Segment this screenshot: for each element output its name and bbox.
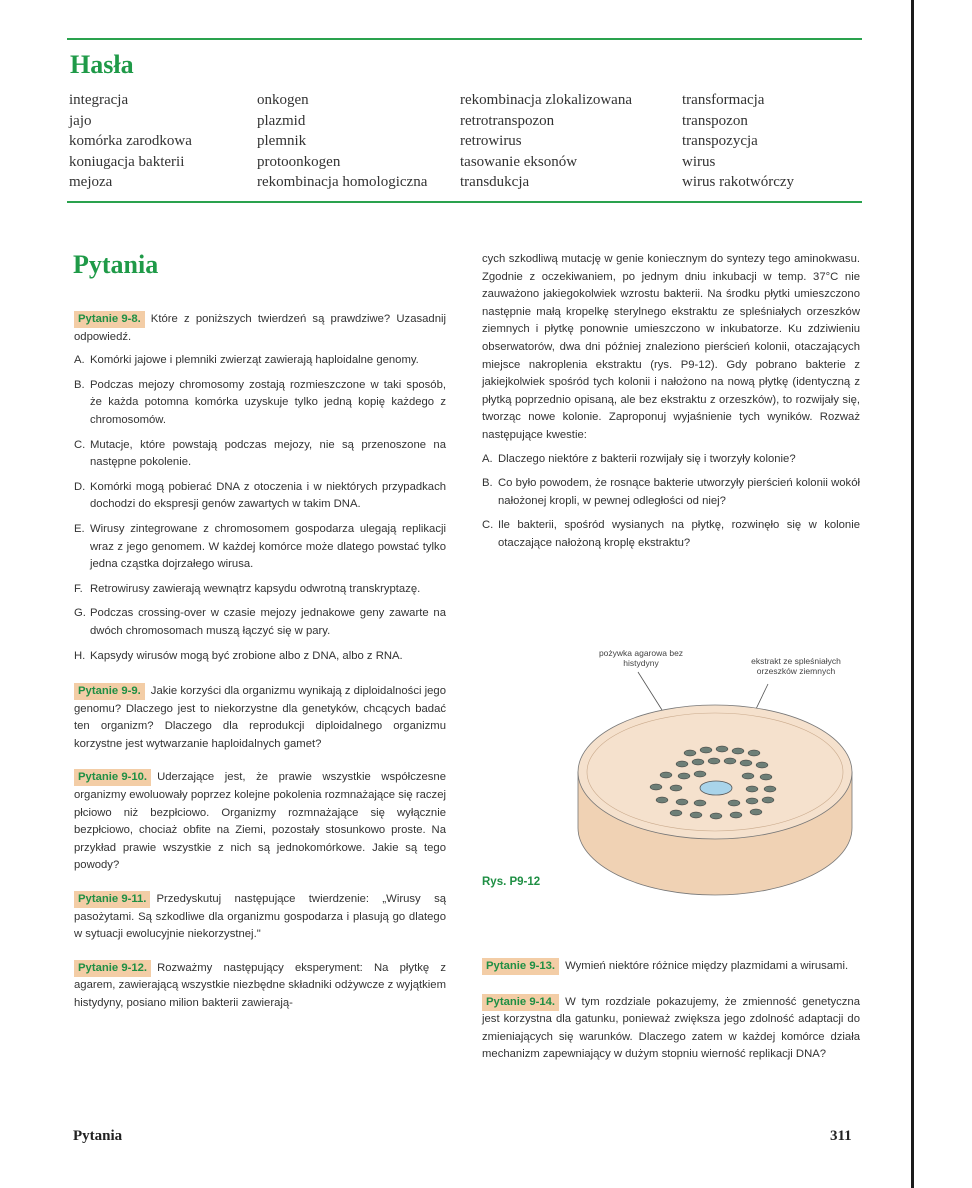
extract-drop <box>700 781 732 795</box>
colony <box>656 797 668 803</box>
colony <box>660 772 672 778</box>
keyword: transpozycja <box>682 133 758 150</box>
extract-label: ekstrakt ze spleśniałych orzeszków ziemnych <box>751 656 841 676</box>
question-label: Pytanie 9-12. <box>74 960 151 977</box>
answer-item: E. Wirusy zintegrowane z chromosomem gospodarza ulegają replikacji wraz z jego genomem. W każdej komórce może dlatego powstać tylko jedna cząstka dojrzałego wirusa. <box>74 522 446 571</box>
colony <box>670 785 682 791</box>
question-label: Pytanie 9-11. <box>74 891 150 908</box>
colony <box>730 812 742 818</box>
answer-item: B. Co było powodem, że rosnące bakterie utworzyły pierścień kolonii wokół nałożonej kropli, w pewnej odległości od niej? <box>482 477 860 507</box>
keyword: transformacja <box>682 92 765 108</box>
keyword: wirus rakotwórczy <box>682 174 795 191</box>
keyword: wirus <box>682 153 716 170</box>
right-column-lower <box>482 958 860 1064</box>
keyword: jajo <box>69 112 92 129</box>
keyword: transdukcja <box>460 174 530 191</box>
keyword: plemnik <box>257 133 307 150</box>
colony <box>670 810 682 816</box>
answer-item: D. Komórki mogą pobierać DNA z otoczenia i w niektórych przypadkach dochodzi do ekspresji genów zawartych w takim DNA. <box>74 480 446 511</box>
colony <box>716 746 728 752</box>
answer-item: C. Mutacje, które powstają podczas mejozy, nie są przenoszone na następne pokolenie. <box>74 438 446 469</box>
colony <box>684 750 696 756</box>
answer-item: A. Komórki jajowe i plemniki zwierząt zawierają haploidalne genomy. <box>74 354 419 367</box>
question-text: Rozważmy następujący eksperyment: Na płytkę z agarem, zawierającą wszystkie niezbędne składniki odżywcze z wyjątkiem histydyny, posiano milion bakterii zawierają- <box>74 961 446 1009</box>
keyword: integracja <box>69 92 129 108</box>
colony <box>760 774 772 780</box>
colony <box>676 761 688 767</box>
colony <box>694 771 706 777</box>
keywords-heading: Hasła <box>70 50 134 79</box>
keyword: rekombinacja homologiczna <box>257 174 428 191</box>
colony <box>710 813 722 819</box>
page-number: 311 <box>830 1128 852 1144</box>
keyword: plazmid <box>257 112 306 129</box>
petri-dish-svg <box>486 640 886 900</box>
colony <box>650 784 662 790</box>
keyword: onkogen <box>257 92 309 108</box>
keyword: tasowanie eksonów <box>460 153 578 170</box>
figure-caption: Rys. P9-12 <box>482 876 541 888</box>
question-9-12 <box>74 960 446 1013</box>
colony <box>724 758 736 764</box>
questions-heading: Pytania <box>73 250 159 279</box>
colony <box>708 758 720 764</box>
colony <box>700 747 712 753</box>
agar-label: pożywka agarowa bez histydyny <box>598 648 684 668</box>
answer-item: F. Retrowirusy zawierają wewnątrz kapsydu odwrotną transkryptazę. <box>74 582 421 595</box>
colony <box>732 748 744 754</box>
answer-list <box>74 352 446 665</box>
answer-item: H. Kapsydy wirusów mogą być zrobione albo z DNA, albo z RNA. <box>74 649 403 662</box>
colony <box>728 800 740 806</box>
question-label: Pytanie 9-14. <box>482 994 559 1011</box>
section-rule <box>67 201 862 203</box>
petri-dish-figure <box>486 640 886 900</box>
question-label: Pytanie 9-10. <box>74 769 151 786</box>
colony <box>676 799 688 805</box>
question-text: Uderzające jest, że prawie wszystkie współczesne organizmy ewoluowały poprzez kolejne pokolenia rozmnażające się raczej płciowo niż bezpłciowo. Organizmy rozmnażające się wyłącznie bezpłciowo, chociaż obfite na Ziemi, pozostały stosunkowo proste. Na przykład prawie wszystkie z nich są jednokomórkowe. Jakie są tego powody? <box>74 771 446 872</box>
colony <box>748 750 760 756</box>
keyword: transpozon <box>682 112 748 129</box>
page-edge <box>911 0 914 1188</box>
question-text: Które z poniższych twierdzeń są prawdziwe? Uzasadnij odpowiedź. <box>74 313 446 343</box>
keywords-column-3 <box>460 90 632 193</box>
question-9-11 <box>74 891 446 944</box>
keyword: protoonkogen <box>257 153 341 170</box>
keyword: retrotranspozon <box>460 112 555 129</box>
colony <box>762 797 774 803</box>
keyword: komórka zarodkowa <box>69 133 192 150</box>
colony <box>694 800 706 806</box>
question-label: Pytanie 9-8. <box>74 311 145 328</box>
colony <box>764 786 776 792</box>
question-9-13 <box>482 958 860 976</box>
answer-item: G. Podczas crossing-over w czasie mejozy jednakowe geny zawarte na dwóch chromosomach muszą łączyć się w pary. <box>74 607 446 637</box>
top-rule <box>67 38 862 40</box>
left-column <box>74 311 446 1013</box>
question-text: Wymień niektóre różnice między plazmidami a wirusami. <box>565 960 849 972</box>
keywords-column-2 <box>257 90 427 193</box>
colony <box>746 798 758 804</box>
question-9-9 <box>74 683 446 753</box>
keywords-column-4 <box>682 90 794 193</box>
question-label: Pytanie 9-9. <box>74 683 145 700</box>
footer-section-title: Pytania <box>73 1128 123 1144</box>
question-text: Przedyskutuj następujące twierdzenie: „Wirusy są pasożytami. Są szkodliwe dla organizmu gospodarza i plasują go dlatego w sytuacji ewolucyjnie niekorzystnej." <box>74 893 446 941</box>
colony <box>740 760 752 766</box>
colony <box>756 762 768 768</box>
answer-list <box>482 451 860 553</box>
colony <box>690 812 702 818</box>
keyword: rekombinacja zlokalizowana <box>460 92 633 108</box>
question-9-12-continued: cych szkodliwą mutację w genie koniecznym do syntezy tego aminokwasu. Zgodnie z oczekiwaniem, po jednym dniu inkubacji w temp. 37°C nie zauważono jakiegokolwiek wzrostu bakterii. Na środku płytki umieszczono następnie małą kropelkę sterylnego ekstraktu ze spleśniałych orzeszków ziemnych i płytkę ponownie umieszczono w inkubatorze. Ku zdziwieniu obserwatorów, dwa dni później znaleziono pierścień kolonii, otaczających miejsce nakroplenia ekstraktu (rys. P9-12). Gdy pobrano bakterie z jakiejkolwiek spośród tych kolonii i nałożono na nową płytkę (identyczną z płytką poprzednio opisaną, ale bez ekstraktu z orzeszków), to rozwijały się, tworząc nowe kolonie. Zaproponuj wyjaśnienie tych wyników. Rozważ następujące kwestie: <box>482 253 860 441</box>
question-text: Jakie korzyści dla organizmu wynikają z diploidalności jego genomu? Dlaczego jest to niekorzystne dla genetyków, chcących badać ten organizm? Dlaczego dla reprodukcji diploidalnego organizmu korzystne jest wytwarzanie haploidalnych gamet? <box>74 685 446 750</box>
colony <box>678 773 690 779</box>
colony <box>742 773 754 779</box>
question-9-14 <box>482 994 860 1064</box>
colony <box>692 759 704 765</box>
question-9-8 <box>74 311 446 346</box>
answer-item: B. Podczas mejozy chromosomy zostają rozmieszczone w taki sposób, że każda potomna komórka uzyskuje tylko jedną kopię każdego z chromosomów. <box>74 378 446 426</box>
keywords-column-1 <box>69 90 192 193</box>
keyword: mejoza <box>69 174 113 191</box>
question-9-10 <box>74 769 446 875</box>
keyword: retrowirus <box>460 133 522 150</box>
keyword: koniugacja bakterii <box>69 153 185 170</box>
question-text: W tym rozdziale pokazujemy, że zmienność genetyczna jest korzystna dla gatunku, ponieważ zwiększa jego zdolność adaptacji do zmieniających się warunków. Dlaczego zatem w każdej komórce działa mechanizm zapewniający w dużym stopniu wierność replikacji DNA? <box>482 995 860 1061</box>
answer-item: A. Dlaczego niektóre z bakterii rozwijały się i tworzyły kolonie? <box>482 452 796 465</box>
answer-item: C. Ile bakterii, spośród wysianych na płytkę, rozwinęło się w kolonie otaczające nałożoną kroplę ekstraktu? <box>482 519 860 549</box>
colony <box>750 809 762 815</box>
right-column <box>482 251 860 560</box>
colony <box>746 786 758 792</box>
agar-pointer-line <box>638 672 662 710</box>
question-label: Pytanie 9-13. <box>482 958 559 975</box>
